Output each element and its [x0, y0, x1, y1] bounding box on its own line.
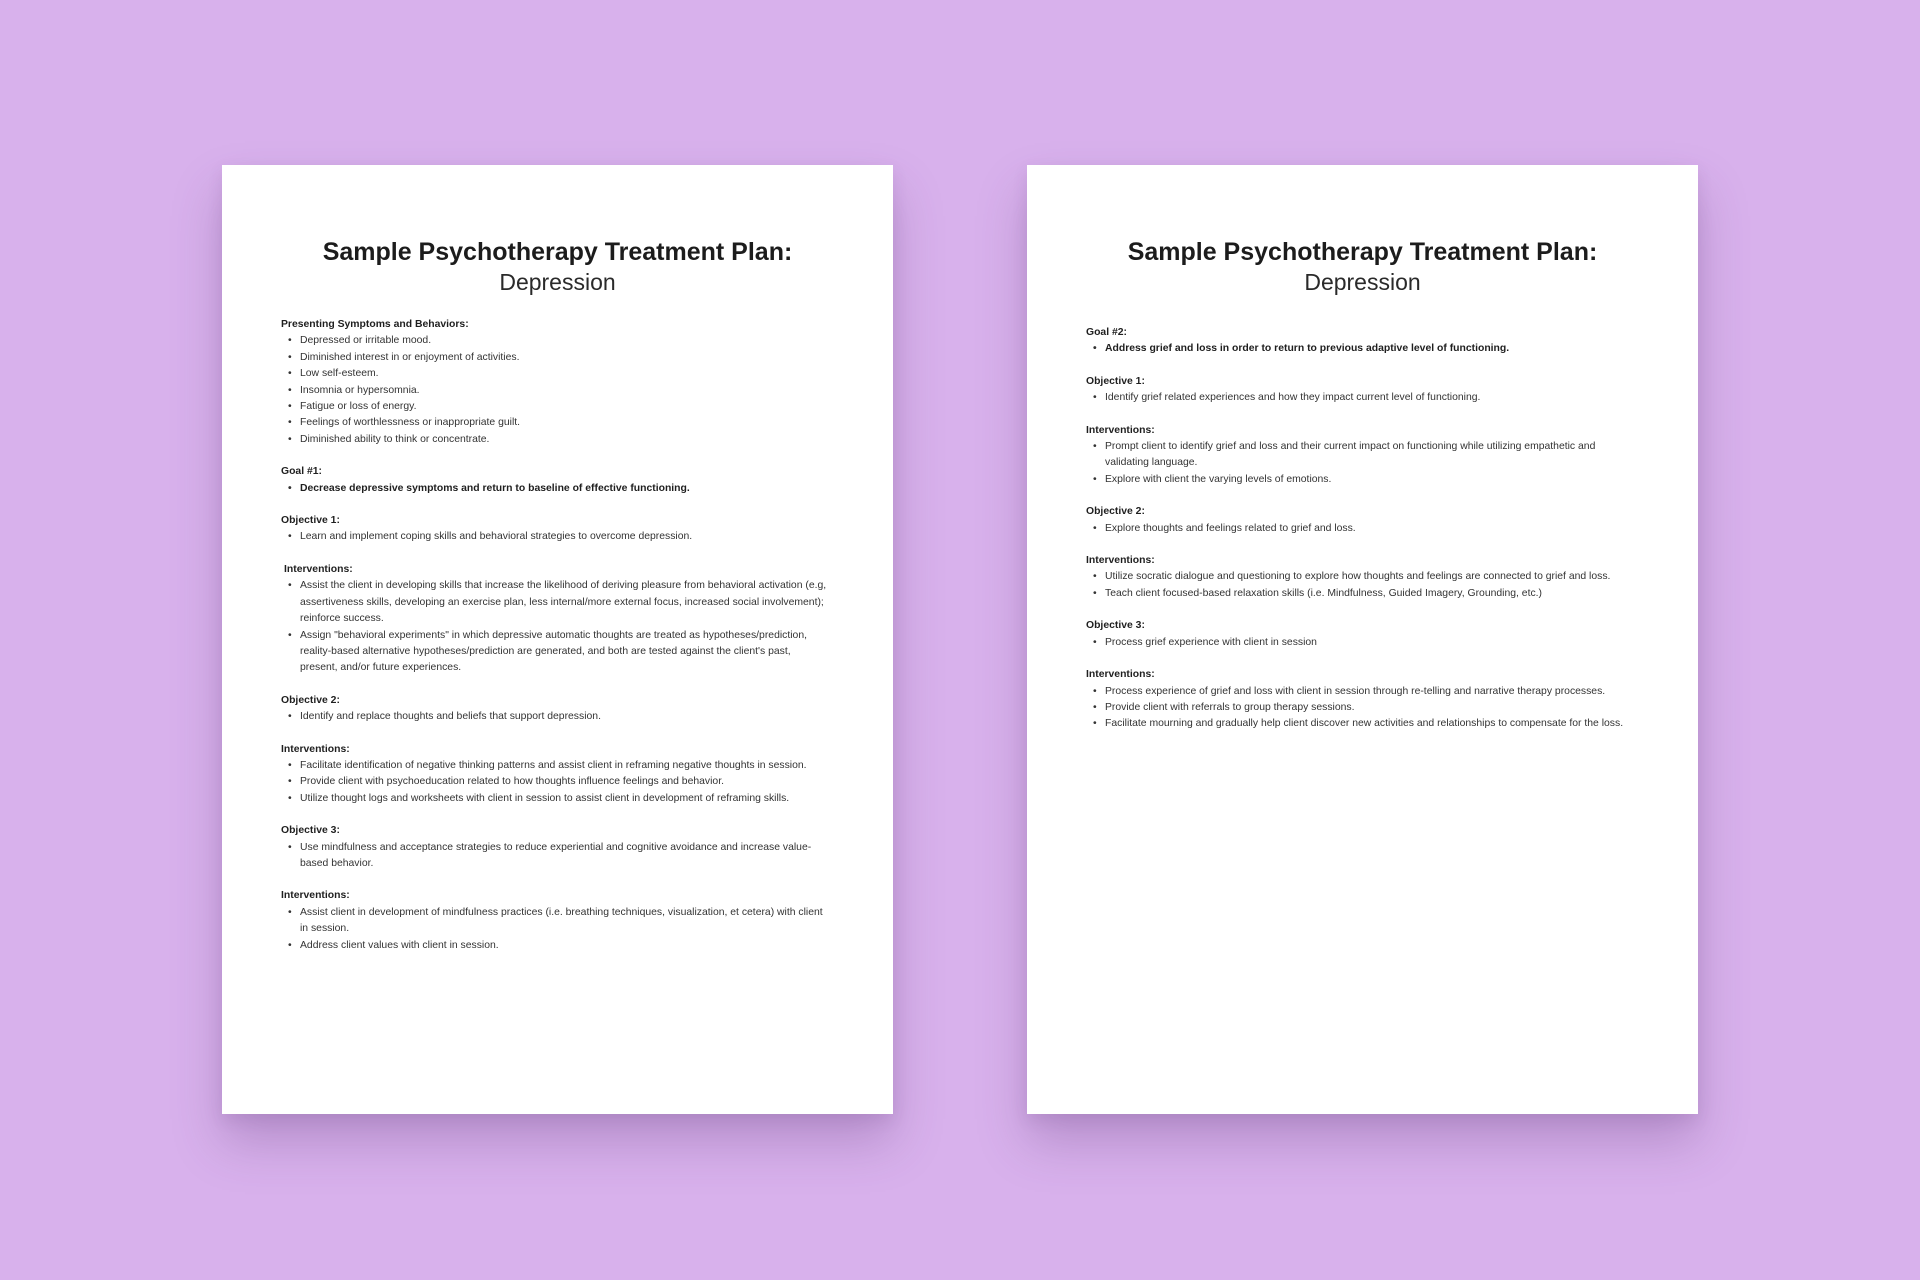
- bullet-item: • Insomnia or hypersomnia.: [300, 383, 831, 399]
- section-heading: Interventions:: [281, 743, 350, 755]
- document-section: [1086, 667, 1636, 733]
- bullet-item: • Teach client focused-based relaxation skills (i.e. Mindfulness, Guided Imagery, Grounding, etc.): [1105, 586, 1636, 602]
- bullet-item: • Facilitate mourning and gradually help client discover new activities and relationships to compensate for the loss.: [1105, 716, 1636, 732]
- section-heading: Interventions:: [281, 890, 350, 902]
- bullet-list: [281, 709, 831, 725]
- section-heading: Interventions:: [1086, 555, 1155, 567]
- bullet-item: • Prompt client to identify grief and loss and their current impact on functioning while utilizing empathetic and validating language.: [1105, 439, 1636, 472]
- bullet-list: [1086, 341, 1636, 357]
- document-subtitle: Depression: [1304, 269, 1421, 295]
- document-section: [281, 742, 831, 808]
- document-section: [1086, 553, 1636, 602]
- section-heading: Goal #2:: [1086, 327, 1127, 338]
- bullet-item: • Utilize socratic dialogue and questioning to explore how thoughts and feelings are connected to grief and loss.: [1105, 569, 1636, 585]
- document-header: [1027, 237, 1698, 298]
- bullet-item: • Identify grief related experiences and how they impact current level of functioning.: [1105, 390, 1636, 406]
- document-body: [281, 317, 831, 970]
- bullet-item: • Use mindfulness and acceptance strategies to reduce experiential and cognitive avoidance and increase value-based behavior.: [300, 840, 831, 873]
- document-section: [281, 823, 831, 872]
- bullet-list: [1086, 684, 1636, 733]
- bullet-list: [1086, 439, 1636, 488]
- bullet-item: • Explore with client the varying levels of emotions.: [1105, 472, 1636, 488]
- document-section: [1086, 423, 1636, 489]
- section-heading: Objective 3:: [1086, 620, 1145, 632]
- bullet-item: • Learn and implement coping skills and behavioral strategies to overcome depression.: [300, 529, 831, 545]
- bullet-item: • Depressed or irritable mood.: [300, 333, 831, 349]
- bullet-item: • Identify and replace thoughts and beliefs that support depression.: [300, 709, 831, 725]
- document-page-right: [1027, 165, 1698, 1114]
- document-section: [1086, 504, 1636, 537]
- section-heading: Objective 2:: [281, 694, 340, 706]
- bullet-list: [1086, 390, 1636, 406]
- bullet-item: • Diminished ability to think or concentrate.: [300, 432, 831, 448]
- bullet-list: [1086, 521, 1636, 537]
- bullet-list: [281, 481, 831, 497]
- document-page-left: [222, 165, 893, 1114]
- bullet-item: • Provide client with referrals to group therapy sessions.: [1105, 700, 1636, 716]
- bullet-item: • Process grief experience with client in session: [1105, 635, 1636, 651]
- bullet-item: • Explore thoughts and feelings related to grief and loss.: [1105, 521, 1636, 537]
- bullet-list: [281, 333, 831, 448]
- document-header: [222, 237, 893, 298]
- document-section: [281, 888, 831, 954]
- bullet-list: [1086, 635, 1636, 651]
- section-heading: Objective 2:: [1086, 506, 1145, 518]
- document-section: [281, 562, 831, 677]
- bullet-list: [1086, 569, 1636, 602]
- bullet-item: • Utilize thought logs and worksheets with client in session to assist client in development of reframing skills.: [300, 791, 831, 807]
- bullet-item: • Fatigue or loss of energy.: [300, 399, 831, 415]
- section-heading: Presenting Symptoms and Behaviors:: [281, 319, 469, 330]
- bullet-list: [281, 578, 831, 676]
- section-heading: Objective 3:: [281, 825, 340, 837]
- document-title: Sample Psychotherapy Treatment Plan:: [1127, 238, 1598, 266]
- bullet-item: • Diminished interest in or enjoyment of activities.: [300, 350, 831, 366]
- bullet-item: • Decrease depressive symptoms and return to baseline of effective functioning.: [300, 481, 831, 497]
- bullet-item: • Assist the client in developing skills that increase the likelihood of deriving pleasure from behavioral activation (e.g, assertiveness skills, developing an exercise plan, less internal/more external focus, increased social involvement); reinforce success.: [300, 578, 831, 627]
- document-subtitle: Depression: [499, 269, 616, 295]
- section-heading: Interventions:: [1086, 424, 1155, 436]
- document-section: [281, 464, 831, 497]
- bullet-item: • Facilitate identification of negative thinking patterns and assist client in reframing negative thoughts in session.: [300, 758, 831, 774]
- document-section: [281, 317, 831, 448]
- document-body: [1086, 325, 1636, 749]
- bullet-list: [281, 905, 831, 954]
- document-section: [1086, 374, 1636, 407]
- bullet-item: • Provide client with psychoeducation related to how thoughts influence feelings and behavior.: [300, 774, 831, 790]
- section-heading: Interventions:: [284, 563, 353, 575]
- document-section: [281, 693, 831, 726]
- section-heading: Objective 1:: [281, 515, 340, 527]
- bullet-item: • Address grief and loss in order to return to previous adaptive level of functioning.: [1105, 341, 1636, 357]
- bullet-item: • Address client values with client in session.: [300, 938, 831, 954]
- bullet-item: • Assign "behavioral experiments" in which depressive automatic thoughts are treated as hypotheses/prediction, reality-based alternative hypotheses/prediction are generated, and both are tested against the client's past, present, and/or future experiences.: [300, 628, 831, 677]
- section-heading: Interventions:: [1086, 669, 1155, 681]
- document-section: [1086, 618, 1636, 651]
- bullet-item: • Feelings of worthlessness or inappropriate guilt.: [300, 415, 831, 431]
- bullet-list: [281, 758, 831, 807]
- bullet-item: • Process experience of grief and loss with client in session through re-telling and narrative therapy processes.: [1105, 684, 1636, 700]
- bullet-item: • Assist client in development of mindfulness practices (i.e. breathing techniques, visualization, et cetera) with client in session.: [300, 905, 831, 938]
- bullet-item: • Low self-esteem.: [300, 366, 831, 382]
- bullet-list: [281, 529, 831, 545]
- section-heading: Goal #1:: [281, 466, 322, 478]
- bullet-list: [281, 840, 831, 873]
- document-section: [281, 513, 831, 546]
- document-section: [1086, 325, 1636, 358]
- document-title: Sample Psychotherapy Treatment Plan:: [322, 238, 793, 266]
- section-heading: Objective 1:: [1086, 375, 1145, 387]
